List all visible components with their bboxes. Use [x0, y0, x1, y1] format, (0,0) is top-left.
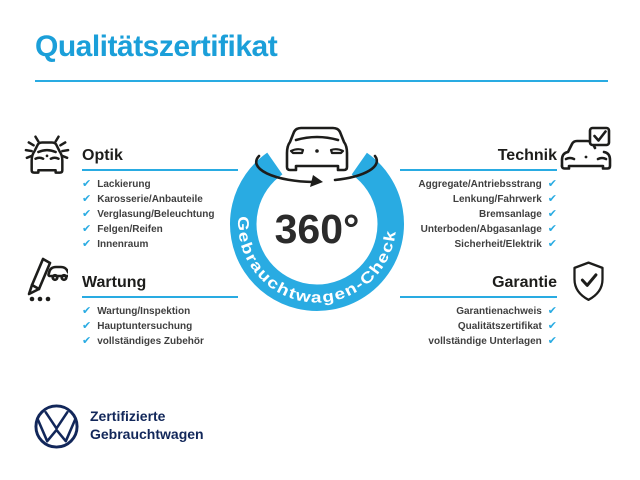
check-list-item — [82, 207, 214, 222]
check-item-label: Bremsanlage — [478, 209, 542, 220]
page-title: Qualitätszertifikat — [35, 30, 278, 63]
section-underline — [400, 296, 557, 298]
check-item-label: vollständiges Zubehör — [97, 336, 204, 347]
check-icon: ✔ — [82, 178, 92, 190]
check-list-item — [82, 192, 203, 207]
check-icon: ✔ — [82, 305, 92, 317]
check-icon: ✔ — [547, 193, 557, 205]
section-underline — [82, 169, 238, 171]
check-item-label: Garantienachweis — [456, 306, 542, 317]
check-icon: ✔ — [547, 208, 557, 220]
check-list-item — [421, 222, 557, 237]
service-checklist-icon — [24, 254, 68, 304]
check-list-item — [82, 222, 163, 237]
section-title-wartung: Wartung — [82, 274, 147, 291]
shield-check-icon — [571, 260, 606, 302]
section-title-optik: Optik — [82, 147, 123, 164]
check-item-label: Aggregate/Antriebsstrang — [418, 179, 542, 190]
technik-check-list — [418, 177, 557, 252]
check-icon: ✔ — [547, 305, 557, 317]
check-list-item — [418, 177, 557, 192]
check-icon: ✔ — [82, 335, 92, 347]
section-underline — [400, 169, 557, 171]
check-list-item — [479, 207, 557, 222]
ring-label-text: Gebrauchtwagen-Check — [233, 216, 400, 307]
check-item-label: Felgen/Reifen — [97, 224, 163, 235]
check-item-label: Verglasung/Beleuchtung — [97, 209, 215, 220]
check-list-item — [455, 237, 557, 252]
car-shine-icon — [24, 128, 70, 178]
check-item-label: Wartung/Inspektion — [97, 306, 191, 317]
check-icon: ✔ — [82, 193, 92, 205]
car-checkbox-icon — [560, 126, 612, 174]
check-icon: ✔ — [82, 320, 92, 332]
footer-brand-text — [90, 407, 204, 443]
check-list-item — [453, 192, 557, 207]
check-list-item — [82, 237, 148, 252]
section-underline — [82, 296, 238, 298]
360-check-ring — [217, 120, 417, 320]
optik-check-list — [82, 177, 214, 252]
check-icon: ✔ — [547, 335, 557, 347]
title-divider — [35, 80, 608, 82]
check-item-label: Karosserie/Anbauteile — [97, 194, 203, 205]
ring-value: 360° — [274, 206, 360, 252]
check-icon: ✔ — [547, 178, 557, 190]
check-list-item — [82, 319, 192, 334]
garantie-check-list — [428, 304, 557, 349]
check-icon: ✔ — [547, 320, 557, 332]
check-list-item — [428, 334, 557, 349]
check-list-item — [456, 304, 557, 319]
footer-line2: Gebrauchtwagen — [90, 426, 204, 442]
check-icon: ✔ — [547, 223, 557, 235]
check-icon: ✔ — [82, 223, 92, 235]
section-title-garantie: Garantie — [492, 274, 557, 291]
wartung-check-list — [82, 304, 204, 349]
check-item-label: vollständige Unterlagen — [428, 336, 542, 347]
check-icon: ✔ — [547, 238, 557, 250]
check-item-label: Qualitätszertifikat — [457, 321, 542, 332]
check-item-label: Innenraum — [97, 239, 149, 250]
check-list-item — [458, 319, 557, 334]
check-list-item — [82, 177, 151, 192]
check-item-label: Hauptuntersuchung — [97, 321, 193, 332]
check-list-item — [82, 334, 204, 349]
section-title-technik: Technik — [497, 147, 557, 164]
check-icon: ✔ — [82, 238, 92, 250]
check-item-label: Unterboden/Abgasanlage — [420, 224, 542, 235]
check-item-label: Sicherheit/Elektrik — [454, 239, 542, 250]
check-item-label: Lenkung/Fahrwerk — [452, 194, 542, 205]
check-item-label: Lackierung — [97, 179, 151, 190]
check-icon: ✔ — [82, 208, 92, 220]
vw-logo — [33, 403, 80, 450]
footer-line1: Zertifizierte — [90, 408, 166, 424]
check-list-item — [82, 304, 190, 319]
